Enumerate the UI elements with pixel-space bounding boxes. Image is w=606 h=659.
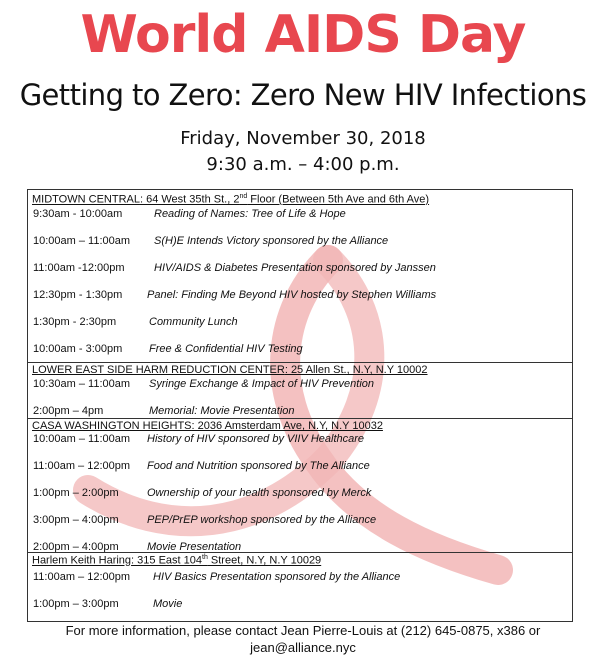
venue-name: LOWER EAST SIDE HARM REDUCTION CENTER [32,364,285,376]
venue-harlem-keith-haring [28,552,572,610]
event-time: 2:00pm – 4:00pm [33,541,119,553]
event-name: Movie Presentation [147,541,242,553]
event-time: 12:30pm - 1:30pm [33,289,123,301]
schedule-row [28,571,572,587]
venue-name: Harlem Keith Haring [32,554,132,567]
venue-address: : 25 Allen St., N.Y, N.Y 10002 [284,364,428,376]
schedule-row [28,262,572,278]
venue-address-sup: nd [239,193,248,200]
event-name: HIV Basics Presentation sponsored by the Alliance [153,571,401,583]
schedule-row [28,208,572,224]
event-time: 1:00pm – 3:00pm [33,598,119,610]
venue-address: : 315 East 104 [131,554,202,567]
event-date: Friday, November 30, 2018 [180,128,426,149]
event-time: 10:00am – 11:00am [33,433,131,445]
event-time: 1:30pm - 2:30pm [33,316,117,328]
event-time: 11:00am – 12:00pm [33,571,131,583]
event-time: 10:00am - 3:00pm [33,343,123,355]
venue-address-sup: th [202,554,208,561]
event-name: Ownership of your health sponsored by Merck [147,487,372,499]
event-time: 10:30am – 11:00am [33,378,131,390]
schedule-table [27,189,573,622]
event-name: Syringe Exchange & Impact of HIV Prevention [149,378,375,390]
contact-email: jean@alliance.nyc [250,640,356,655]
venue-heading [32,420,383,432]
event-time: 3:00pm – 4:00pm [33,514,119,526]
event-name: HIV/AIDS & Diabetes Presentation sponsored by Janssen [154,262,436,274]
schedule-row [28,598,572,614]
event-name: S(H)E Intends Victory sponsored by the Alliance [154,235,389,247]
venue-name: CASA WASHINGTON HEIGHTS [32,420,192,432]
event-name: Free & Confidential HIV Testing [149,343,303,355]
venue-address: : 2036 Amsterdam Ave, N.Y, N.Y 10032 [191,420,383,432]
event-name: Food and Nutrition sponsored by The Alliance [147,460,370,472]
venue-address: : 64 West 35th St., 2 [139,193,240,206]
event-name: History of HIV sponsored by VIIV Healthcare [147,433,365,445]
venue-heading [32,364,428,376]
venue-name: MIDTOWN CENTRAL [32,193,140,206]
schedule-row [28,289,572,305]
event-title: World AIDS Day [80,5,526,65]
event-name: Reading of Names: Tree of Life & Hope [154,208,346,220]
venue-heading [32,193,429,206]
venue-address-rest: Street, N.Y, N.Y 10029 [207,554,322,567]
venue-heading [32,554,321,567]
schedule-row [28,378,572,394]
event-time: 9:30am - 10:00am [33,208,123,220]
event-name: Community Lunch [149,316,238,328]
venue-address-rest: Floor (Between 5th Ave and 6th Ave) [247,193,430,206]
event-name: PEP/PrEP workshop sponsored by the Alliance [147,514,377,526]
event-time: 10:00am – 11:00am [33,235,131,247]
venue-lower-east-side [28,362,572,417]
schedule-row [28,487,572,503]
schedule-row [28,235,572,251]
schedule-row [28,514,572,530]
event-time: 11:00am – 12:00pm [33,460,131,472]
event-time: 9:30 a.m. – 4:00 p.m. [206,154,400,175]
contact-footer [0,622,606,656]
event-time: 1:00pm – 2:00pm [33,487,119,499]
event-name: Movie [153,598,183,610]
schedule-row [28,316,572,332]
schedule-row [28,433,572,449]
event-name: Memorial: Movie Presentation [149,405,295,417]
event-name: Panel: Finding Me Beyond HIV hosted by Stephen Williams [147,289,437,301]
event-subtitle: Getting to Zero: Zero New HIV Infections [19,78,587,112]
venue-casa-washington-heights [28,418,572,553]
schedule-row [28,343,572,359]
contact-line: For more information, please contact Jean Pierre-Louis at (212) 645-0875, x386 or [65,623,541,638]
event-time: 2:00pm – 4pm [33,405,104,417]
schedule-row [28,460,572,476]
event-time: 11:00am -12:00pm [33,262,125,274]
